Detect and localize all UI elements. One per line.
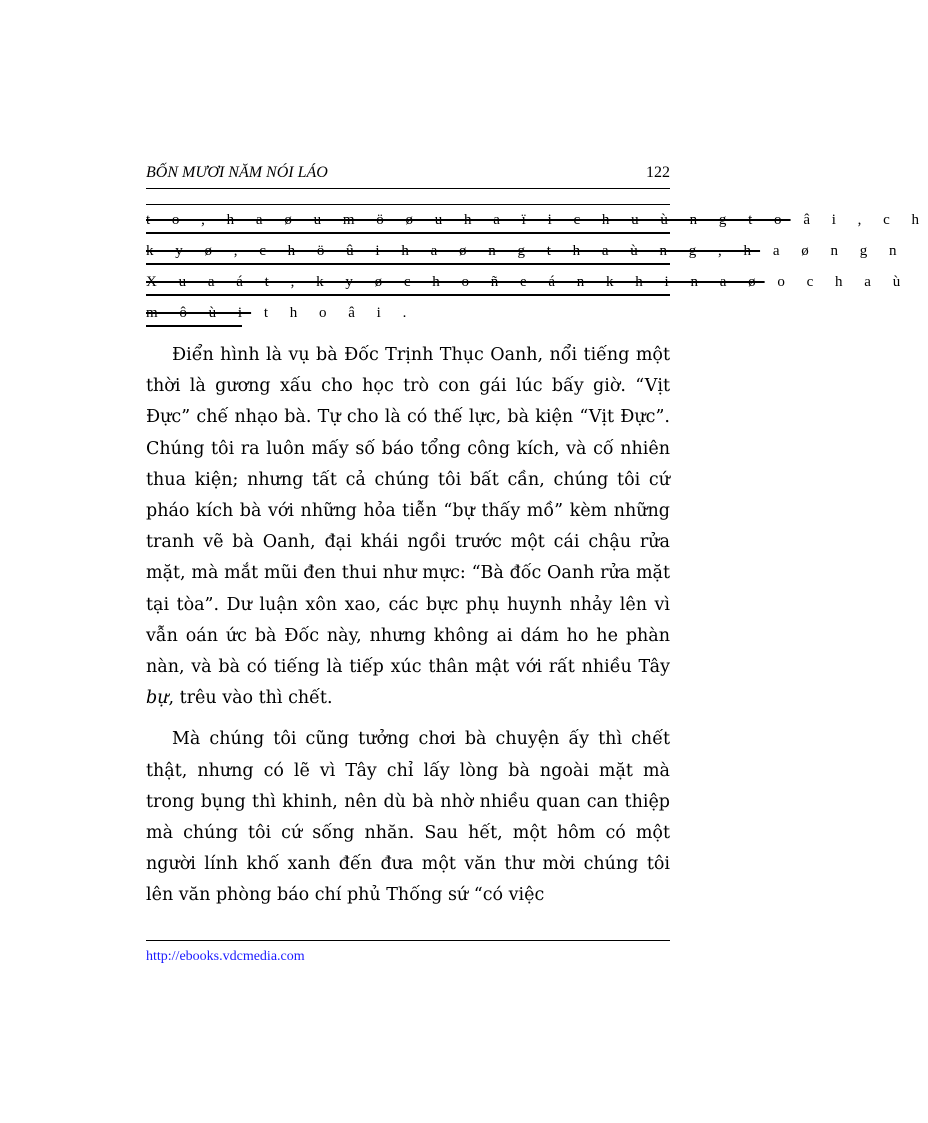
garbled-line-4: [146, 305, 806, 329]
header-rule-bottom: [146, 204, 670, 205]
paragraph-1-end: , trêu vào thì chết.: [168, 688, 333, 709]
footer-link[interactable]: http://ebooks.vdcmedia.com: [146, 949, 305, 964]
paragraph-1: [146, 340, 670, 714]
garbled-struck-text: k y ø , c h ö û i h a ø n g t h a ù n g , h: [146, 243, 761, 259]
garbled-underline-3: [146, 294, 670, 296]
paragraph-2: Mà chúng tôi cũng tưởng chơi bà chuyện ấy thì chết thật, nhưng có lẽ vì Tây chỉ lấy lòng bà ngoài mặt mà trong bụng thì khinh, nên dù bà nhờ nhiều quan can thiệp mà chúng tôi cứ sống nhăn. Sau hết, một hôm có một người lính khố xanh đến đưa một văn thư mời chúng tôi lên văn phòng báo chí phủ Thống sứ “có việc: [146, 729, 670, 906]
italic-word: bự: [146, 688, 169, 709]
body-text: [146, 340, 670, 922]
garbled-underline-2: [146, 263, 670, 265]
page-header: [146, 164, 670, 188]
garbled-underline-4: [146, 325, 242, 327]
garbled-struck-text: t o , h a ø u m ö ø u h a ï i c h u ù n g t o: [146, 212, 791, 228]
header-rule-top: [146, 188, 670, 189]
garbled-tail-text: t h o â i .: [263, 305, 416, 321]
footer-rule: [146, 940, 670, 941]
garbled-underline-1: [146, 232, 670, 234]
garbled-tail-text: â i , c h: [803, 212, 928, 228]
book-title: BỐN MƯƠI NĂM NÓI LÁO: [146, 164, 328, 181]
garbled-struck-text: X u a á t , k y ø c h o ñ e á n k h i n a ø: [146, 274, 765, 290]
garbled-tail-text: o c h a ù: [777, 274, 910, 290]
garbled-struck-text: m ô ù i: [146, 305, 252, 321]
page-number: 122: [646, 164, 670, 181]
paragraph-1-text: Điển hình là vụ bà Đốc Trịnh Thục Oanh, nổi tiếng một thời là gương xấu cho học trò con gái lúc bấy giờ. “Vịt Đực” chế nhạo bà. Tự cho là có thế lực, bà kiện “Vịt Đực”. Chúng tôi ra luôn mấy số báo tổng công kích, và cố nhiên thua kiện; nhưng tất cả chúng tôi bất cần, chúng tôi cứ pháo kích bà với những hỏa tiễn “bự thấy mồ” kèm những tranh vẽ bà Oanh, đại khái ngồi trước một cái chậu rửa mặt, mà mắt mũi đen thui như mực: “Bà đốc Oanh rửa mặt tại tòa”. Dư luận xôn xao, các bực phụ huynh nhảy lên vì vẫn oán ức bà Đốc này, nhưng không ai dám ho he phàn nàn, và bà có tiếng là tiếp xúc thân mật với rất nhiều Tây: [146, 345, 670, 678]
garbled-tail-text: a ø n g n: [772, 243, 906, 259]
